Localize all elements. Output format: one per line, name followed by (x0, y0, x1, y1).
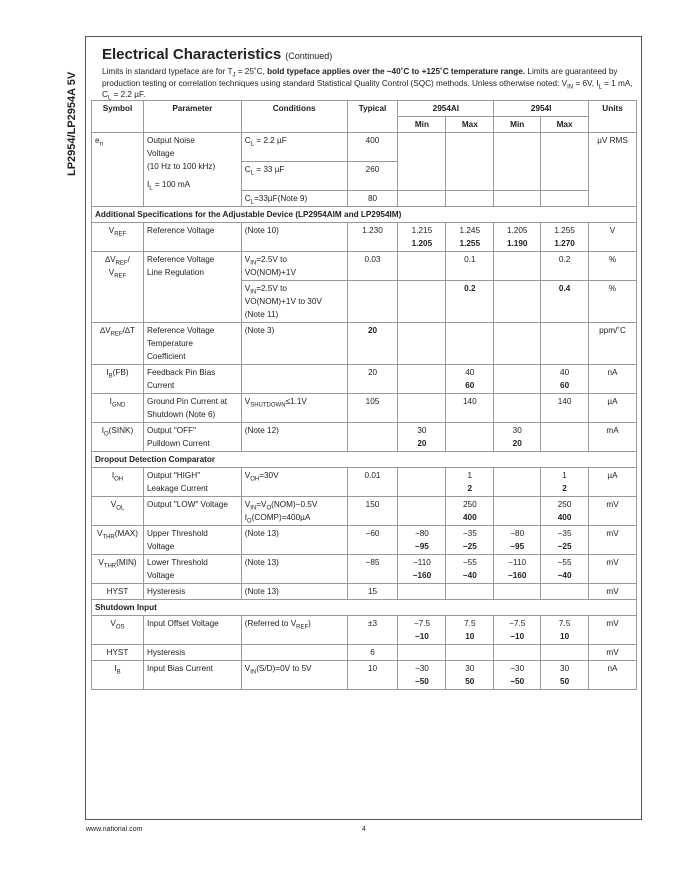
max-cell: 250 400 (446, 497, 494, 526)
symbol-cell: $I_O(SINK)$ (92, 423, 144, 452)
table-row (92, 252, 637, 281)
max-cell: −55 −40 (541, 555, 589, 584)
min-header: Min (398, 117, 446, 133)
table-row (92, 365, 637, 394)
max-cell: 30 50 (541, 661, 589, 690)
typical-cell: −85 (347, 555, 398, 584)
parameter-cell: Lower Threshold Voltage (143, 555, 241, 584)
parameter-header: Parameter (143, 101, 241, 133)
min-cell: 30 20 (398, 423, 446, 452)
max-cell: 30 50 (446, 661, 494, 690)
min-cell: −30 −50 (398, 661, 446, 690)
max-cell: 140 (446, 394, 494, 423)
max-cell: 1.245 1.255 (446, 223, 494, 252)
table-row (92, 616, 637, 645)
symbol-cell: $V_{OL}$ (92, 497, 144, 526)
page-frame (85, 36, 642, 820)
units-cell: µV RMS (589, 133, 637, 207)
min-cell: −80 −95 (494, 526, 541, 555)
typical-cell: ±3 (347, 616, 398, 645)
typical-cell: 105 (347, 394, 398, 423)
group-2954ai-header: 2954AI (398, 101, 494, 117)
parameter-cell: Reference Voltage (143, 223, 241, 252)
parameter-cell: Output "OFF" Pulldown Current (143, 423, 241, 452)
max-cell: 7.5 10 (541, 616, 589, 645)
max-cell: 0.2 (541, 252, 589, 281)
symbol-cell: $V_{OS}$ (92, 616, 144, 645)
units-cell: mV (589, 616, 637, 645)
min-cell: −80 −95 (398, 526, 446, 555)
units-header: Units (589, 101, 637, 133)
conditions-cell: (Note 3) (241, 323, 347, 365)
shutdown-section-header: Shutdown Input (92, 600, 637, 616)
conditions-cell: $C_L = 33$ µF (241, 162, 347, 191)
typical-cell: 15 (347, 584, 398, 600)
units-cell: % (589, 281, 637, 323)
section-header-row (92, 452, 637, 468)
max-cell: 0.2 (446, 281, 494, 323)
symbol-cell: $e_n$ (92, 133, 144, 207)
parameter-cell: Output "HIGH" Leakage Current (143, 468, 241, 497)
table-row (92, 645, 637, 661)
header-row (92, 101, 637, 117)
conditions-cell: $V_{OH}=30V$ (241, 468, 347, 497)
typical-cell: 20 (347, 323, 398, 365)
parameter-cell: Hysteresis (143, 584, 241, 600)
max-cell: 1.255 1.270 (541, 223, 589, 252)
max-cell: 250 400 (541, 497, 589, 526)
symbol-cell: $V_{THR}(MIN)$ (92, 555, 144, 584)
typical-cell: 20 (347, 365, 398, 394)
typical-cell: 260 (347, 162, 398, 191)
symbol-cell: $V_{THR}(MAX)$ (92, 526, 144, 555)
units-cell: mV (589, 645, 637, 661)
min-cell: 30 20 (494, 423, 541, 452)
typical-cell: 80 (347, 191, 398, 207)
table-row (92, 584, 637, 600)
max-header: Max (446, 117, 494, 133)
adjustable-section-header: Additional Specifications for the Adjustable Device (LP2954AIM and LP2954IM) (92, 207, 637, 223)
conditions-cell: $C_L = 2.2$ µF (241, 133, 347, 162)
table-row (92, 468, 637, 497)
symbol-cell: $I_B(FB)$ (92, 365, 144, 394)
symbol-cell: $I_{GND}$ (92, 394, 144, 423)
parameter-cell: Input Offset Voltage (143, 616, 241, 645)
min-cell: −30 −50 (494, 661, 541, 690)
parameter-cell: Output "LOW" Voltage (143, 497, 241, 526)
symbol-cell: HYST (92, 584, 144, 600)
parameter-cell: Output Noise Voltage (10 Hz to 100 kHz) $I_L = 100$ mA (143, 133, 241, 207)
typical-cell: 10 (347, 661, 398, 690)
units-cell: % (589, 252, 637, 281)
units-cell: mV (589, 497, 637, 526)
symbol-cell: $\Delta V_{REF}/$ $V_{REF}$ (92, 252, 144, 323)
units-cell: mA (589, 423, 637, 452)
section-header-row (92, 600, 637, 616)
table-row (92, 394, 637, 423)
symbol-header: Symbol (92, 101, 144, 133)
conditions-cell: (Note 10) (241, 223, 347, 252)
table-row (92, 133, 637, 162)
max-header: Max (541, 117, 589, 133)
conditions-cell: (Note 13) (241, 584, 347, 600)
conditions-cell: $V_{IN}(S/D)=0V$ to 5V (241, 661, 347, 690)
units-cell: nA (589, 661, 637, 690)
group-2954i-header: 2954I (494, 101, 589, 117)
conditions-cell: $V_{IN}=V_O(NOM)-0.5V$ $I_O(COMP)=400\mu A$ (241, 497, 347, 526)
units-cell: nA (589, 365, 637, 394)
symbol-cell: $I_{OH}$ (92, 468, 144, 497)
conditions-cell: (Note 13) (241, 555, 347, 584)
max-cell: 40 60 (446, 365, 494, 394)
parameter-cell: Upper Threshold Voltage (143, 526, 241, 555)
typical-header: Typical (347, 101, 398, 133)
min-cell: −7.5 −10 (494, 616, 541, 645)
symbol-cell: HYST (92, 645, 144, 661)
table-row (92, 661, 637, 690)
conditions-cell: $C_L=33\mu F(Note$ 9) (241, 191, 347, 207)
units-cell: mV (589, 584, 637, 600)
max-cell: 40 60 (541, 365, 589, 394)
conditions-cell: (Note 13) (241, 526, 347, 555)
min-cell: −110 −160 (398, 555, 446, 584)
typical-cell: 150 (347, 497, 398, 526)
conditions-cell: (Note 12) (241, 423, 347, 452)
max-cell: 0.4 (541, 281, 589, 323)
symbol-cell: $I_B$ (92, 661, 144, 690)
max-cell: 1 2 (541, 468, 589, 497)
parameter-cell: Feedback Pin Bias Current (143, 365, 241, 394)
units-cell: mV (589, 555, 637, 584)
side-title: LP2954/LP2954A 5V (66, 71, 78, 176)
conditions-header: Conditions (241, 101, 347, 133)
units-cell: µA (589, 468, 637, 497)
parameter-cell: Reference Voltage Temperature Coefficient (143, 323, 241, 365)
typical-cell: 6 (347, 645, 398, 661)
parameter-cell: Reference Voltage Line Regulation (143, 252, 241, 323)
table-row (92, 555, 637, 584)
typical-cell: 0.01 (347, 468, 398, 497)
max-cell: −35 −25 (541, 526, 589, 555)
typical-cell: 1.230 (347, 223, 398, 252)
min-cell: −110 −160 (494, 555, 541, 584)
table-row (92, 323, 637, 365)
dropout-section-header: Dropout Detection Comparator (92, 452, 637, 468)
units-cell: V (589, 223, 637, 252)
conditions-cell: (Referred to $V_{REF}$) (241, 616, 347, 645)
footer-website: www.national.com (86, 826, 143, 833)
max-cell: 7.5 10 (446, 616, 494, 645)
typical-cell: −60 (347, 526, 398, 555)
conditions-cell: $V_{SHUTDOWN}\le 1.1V$ (241, 394, 347, 423)
parameter-cell: Hysteresis (143, 645, 241, 661)
min-cell: 1.215 1.205 (398, 223, 446, 252)
max-cell: 0.1 (446, 252, 494, 281)
table-row (92, 423, 637, 452)
symbol-cell: $\Delta V_{REF}/\Delta T$ (92, 323, 144, 365)
typical-cell: 0.03 (347, 252, 398, 281)
conditions-cell: $V_{IN}=2.5V$ to VO(NOM)+1V (241, 252, 347, 281)
table-row (92, 223, 637, 252)
min-cell: 1.205 1.190 (494, 223, 541, 252)
units-cell: ppm/˚C (589, 323, 637, 365)
continued-label: (Continued) (285, 51, 333, 61)
typical-cell: 400 (347, 133, 398, 162)
max-cell: 140 (541, 394, 589, 423)
table-row (92, 497, 637, 526)
page-number: 4 (362, 826, 366, 833)
units-cell: mV (589, 526, 637, 555)
parameter-cell: Input Bias Current (143, 661, 241, 690)
min-cell: −7.5 −10 (398, 616, 446, 645)
max-cell: −35 −25 (446, 526, 494, 555)
section-title: Electrical Characteristics (Continued) (102, 46, 333, 63)
max-cell: −55 −40 (446, 555, 494, 584)
min-header: Min (494, 117, 541, 133)
section-header-row (92, 207, 637, 223)
intro-text: Limits in standard typeface are for $T_J$ = 25˚C, bold typeface applies over the −40˚C to +125˚C temperature range. Limits are guaranteed by production testing or correlation techniques using standard Statistical Quality Control (SQC) methods. Unless otherwise noted: $V_{IN} = 6V$, $I_L = 1$ mA, $C_L = 2.2$ µF. (102, 67, 633, 102)
parameter-cell: Ground Pin Current at Shutdown (Note 6) (143, 394, 241, 423)
max-cell: 1 2 (446, 468, 494, 497)
electrical-characteristics-table (91, 100, 637, 690)
symbol-cell: $V_{REF}$ (92, 223, 144, 252)
units-cell: µA (589, 394, 637, 423)
conditions-cell: $V_{IN}=2.5V$ to VO(NOM)+1V to 30V (Note 11) (241, 281, 347, 323)
table-row (92, 526, 637, 555)
